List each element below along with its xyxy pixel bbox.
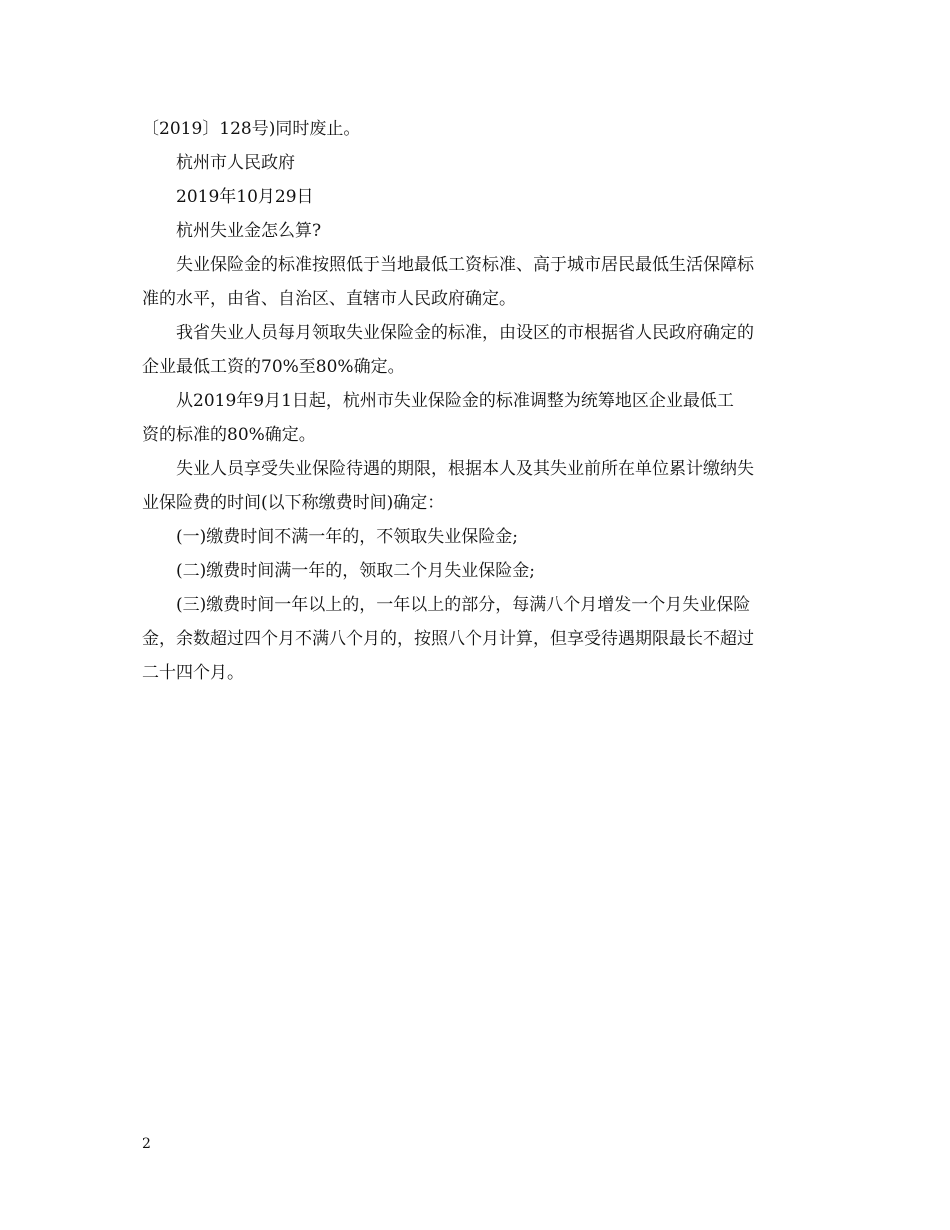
text-line: 失业保险金的标准按照低于当地最低工资标准、高于城市居民最低生活保障标 [176, 255, 754, 275]
text-line: (二)缴费时间满一年的，领取二个月失业保险金; [176, 561, 535, 581]
paragraph-signature [142, 146, 814, 180]
text-line: 杭州市人民政府 [176, 153, 295, 173]
text-line: 资的标准的80%确定。 [142, 425, 316, 445]
document-body [142, 112, 814, 690]
text-line: 〔2019〕128号)同时废止。 [142, 119, 361, 139]
list-item [142, 520, 814, 554]
text-line: 杭州失业金怎么算? [176, 221, 322, 241]
text-line: 准的水平，由省、自治区、直辖市人民政府确定。 [142, 289, 516, 309]
text-line: 企业最低工资的70%至80%确定。 [142, 357, 405, 377]
page-number: 2 [142, 1136, 151, 1152]
list-item [142, 588, 814, 690]
text-line: 2019年10月29日 [176, 187, 314, 207]
paragraph [142, 248, 814, 316]
text-line: 业保险费的时间(以下称缴费时间)确定： [142, 493, 445, 513]
text-line: (三)缴费时间一年以上的，一年以上的部分，每满八个月增发一个月失业保险 [176, 595, 751, 615]
text-line: 失业人员享受失业保险待遇的期限，根据本人及其失业前所在单位累计缴纳失 [176, 459, 754, 479]
text-line: (一)缴费时间不满一年的，不领取失业保险金; [176, 527, 518, 547]
text-line: 从2019年9月1日起，杭州市失业保险金的标准调整为统筹地区企业最低工 [176, 391, 734, 411]
text-line: 金，余数超过四个月不满八个月的，按照八个月计算，但享受待遇期限最长不超过 [142, 629, 754, 649]
text-line: 二十四个月。 [142, 663, 244, 683]
list-item [142, 554, 814, 588]
paragraph [142, 452, 814, 520]
paragraph [142, 112, 814, 146]
text-line: 我省失业人员每月领取失业保险金的标准，由设区的市根据省人民政府确定的 [176, 323, 754, 343]
paragraph [142, 316, 814, 384]
paragraph-date [142, 180, 814, 214]
section-heading [142, 214, 814, 248]
paragraph [142, 384, 814, 452]
